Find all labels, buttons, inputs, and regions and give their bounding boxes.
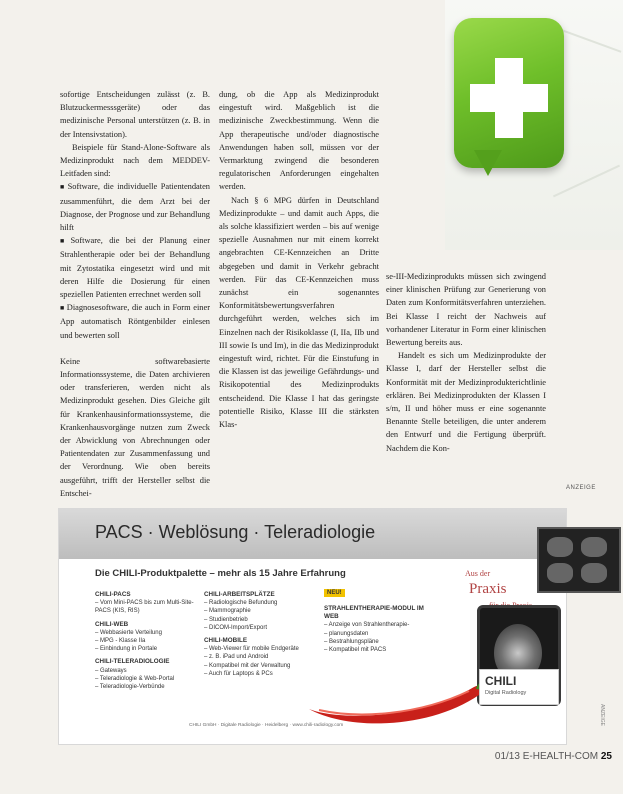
ad-product-item: – Anzeige von Strahlentherapie-: [324, 622, 410, 629]
ad-product-heading: CHILI-WEB: [95, 620, 129, 628]
ad-subtitle: Die CHILI-Produktpalette – mehr als 15 Jahre Erfahrung: [95, 568, 346, 579]
ad-product-heading: CHILI-ARBEITSPLÄTZE: [204, 591, 275, 598]
ad-product-item: – Gateways: [95, 667, 127, 674]
chili-pepper-icon: [299, 669, 499, 723]
ad-product-item: – Kompatibel mit PACS: [324, 647, 387, 654]
paragraph: dung, ob die App als Medizinprodukt eingestuft wird. Maßgeblich ist die medizinische Zweckbestimmung. Wenn die App therapeutische und/oder diagnostische Anwendungen haben soll, müssen vor der Vermarktung zwingend die besonderen regulatorischen Anforderungen eingehalten werden.: [219, 90, 379, 192]
paragraph: Keine softwarebasierte Informationssysteme, die Daten archivieren oder transferieren, werden nicht als Medizinprodukt gesehen. Dies Gleiche gilt für Krankenhausinformationssysteme, die Krankenhausvorgänge nutzen zum Zweck der Abwicklung von Abrechnungen oder Patientendaten zur Zusammenfassung und der Verordnung. Wie oben bereits ausgeführt, trifft der Hersteller selbst die Entschei-: [60, 356, 210, 498]
chili-logo: CHILI: [485, 674, 517, 688]
scan-thumbnail: [547, 563, 573, 583]
issue-number: 01/13: [494, 751, 520, 762]
paragraph: sofortige Entscheidungen zulässt (z. B. Blutzuckermesssgeräte) oder das medizinische Personal unterstützen (z. B. in der Intensivstation).: [60, 90, 210, 139]
speech-bubble-tail: [474, 150, 502, 176]
ad-product-item: – Kompatibel mit der Verwaltung: [204, 662, 291, 669]
ad-product-item: – MPG - Klasse IIa: [95, 638, 146, 645]
ad-product-item: – Radiologische Befundung: [204, 600, 278, 607]
ad-product-item: – Bestrahlungspläne: [324, 638, 379, 645]
ad-product-heading: STRAHLENTHERAPIE-MODUL IM WEB: [324, 605, 424, 621]
page-footer: [495, 751, 612, 762]
ad-footer-contact: CHILI GmbH · Digitale Radiologie · Heidelberg · www.chili-radiology.com: [189, 723, 344, 728]
article-column-1: [60, 88, 210, 500]
ad-product-column-1: [95, 591, 195, 691]
paragraph: Handelt es sich um Medizinprodukte der Klasse I, darf der Hersteller selbst die Konformität mit der Medizinprodukterichtlinie erklären. Bei Medizinprodukten der Klassen I s/m, II und höher muss er eine sogenannte Benannte Stelle beteiligen, die unter anderem den Entwurf und die Fertigung überprüft. Nachdem die Kon-: [386, 351, 546, 453]
scan-thumbnail: [581, 537, 607, 557]
page-number: 25: [600, 751, 612, 762]
paragraph: ■ Software, die individuelle Patientendaten zusammenführt, die dem Arzt bei der Diagnose, der Prognose und zur Behandlung hilft: [60, 180, 210, 234]
ad-product-item: – planungsdaten: [324, 630, 369, 637]
white-cross-icon-bar: [470, 84, 548, 112]
advertisement: [58, 508, 605, 745]
paragraph: Beispiele für Stand-Alone-Software als Medizinprodukt nach dem MEDDEV-Leitfaden sind:: [60, 142, 210, 179]
ad-product-item: – Mammographie: [204, 608, 251, 615]
ad-product-heading: CHILI-TELERADIOLOGIE: [95, 658, 170, 666]
advertisement-label: ANZEIGE: [566, 485, 596, 491]
paragraph: ■ Diagnosesoftware, die auch in Form einer App automatisch Röntgenbilder einlesen und bewerten soll: [60, 301, 210, 342]
ad-product-item: – Webbasierte Verteilung: [95, 629, 162, 636]
ad-product-item: – Web-Viewer für mobile Endgeräte: [204, 646, 299, 653]
ad-product-heading: CHILI-MOBILE: [204, 637, 248, 645]
ad-product-item: – Teleradiologie-Verbünde: [95, 684, 165, 691]
new-badge: NEU!: [324, 589, 345, 597]
paragraph: Nach § 6 MPG dürfen in Deutschland Medizinprodukte – und damit auch Apps, die als solche klassifiziert werden – bis auf wenige spezielle Ausnahmen nur mit einem korrekt angebrachten CE-Kennzeichen an Dritte abgegeben und damit in Verkehr gebracht werden. Für das CE-Kennzeichen muss zunächst ein sogenanntes Konformitätsbewertungsverfahren durchgeführt werden, welches sich im Einzelnen nach der Risikoklasse (I, IIa, IIb und III sowie Is und Im), in die das Medizinprodukt eingestuft wird, richtet. Für die Einstufung in die Klassen ist das jeweilige Gefährdungs- und Risikopotential des Medizinprodukts entscheidend. Die Klasse I hat das geringste potentielle Risiko, Klasse III die stärksten Klas-: [219, 195, 379, 430]
chili-logo-tagline: Digital Radiology: [485, 690, 527, 696]
ad-side-label: ANZEIGE: [599, 704, 605, 726]
paragraph: se-III-Medizinprodukts müssen sich zwingend einer klinischen Prüfung zur Generierung von Daten zum Konformitätsverfahren unterziehen. Bei Klasse I reicht der Nachweis auf vorhandener Literatur in Form einer klinischen Bewertung bereits aus.: [386, 272, 546, 348]
article-column-3: [386, 270, 546, 455]
ad-product-item: – Vom Mini-PACS bis zum Multi-Site-PACS (KIS, RIS): [95, 600, 194, 615]
medical-cross-illustration: [370, 0, 623, 250]
ad-product-column-2: [204, 591, 314, 678]
ad-product-item: – DICOM-Import/Export: [204, 624, 268, 631]
ad-product-item: – Auch für Laptops & PCs: [204, 670, 273, 677]
ad-title: PACS · Weblösung · Teleradiologie: [95, 522, 376, 542]
ad-product-heading: CHILI-PACS: [95, 591, 131, 598]
ad-product-column-3: [324, 605, 434, 654]
scan-thumbnail: [581, 563, 607, 583]
paragraph: ■ Software, die bei der Planung einer Strahlentherapie oder bei der Behandlung mit Zytostatika eingesetzt wird und mit deren Hilfe die Dosierung für einen speziellen Patienten errechnet werden soll: [60, 234, 210, 301]
pacs-monitor-image: [537, 527, 621, 593]
scan-thumbnail: [547, 537, 573, 557]
ad-slogan-line-1: Aus der: [465, 569, 491, 578]
article-column-2: [219, 88, 379, 431]
ad-product-item: – z. B. iPad und Android: [204, 654, 269, 661]
ad-product-item: – Einbindung in Portale: [95, 646, 158, 653]
magazine-name: E-HEALTH-COM: [522, 751, 599, 762]
ad-product-item: – Teleradiologie & Web-Portal: [95, 675, 175, 682]
ad-product-item: – Studienbetrieb: [204, 616, 248, 623]
ad-slogan-line-2: Praxis: [469, 581, 507, 597]
